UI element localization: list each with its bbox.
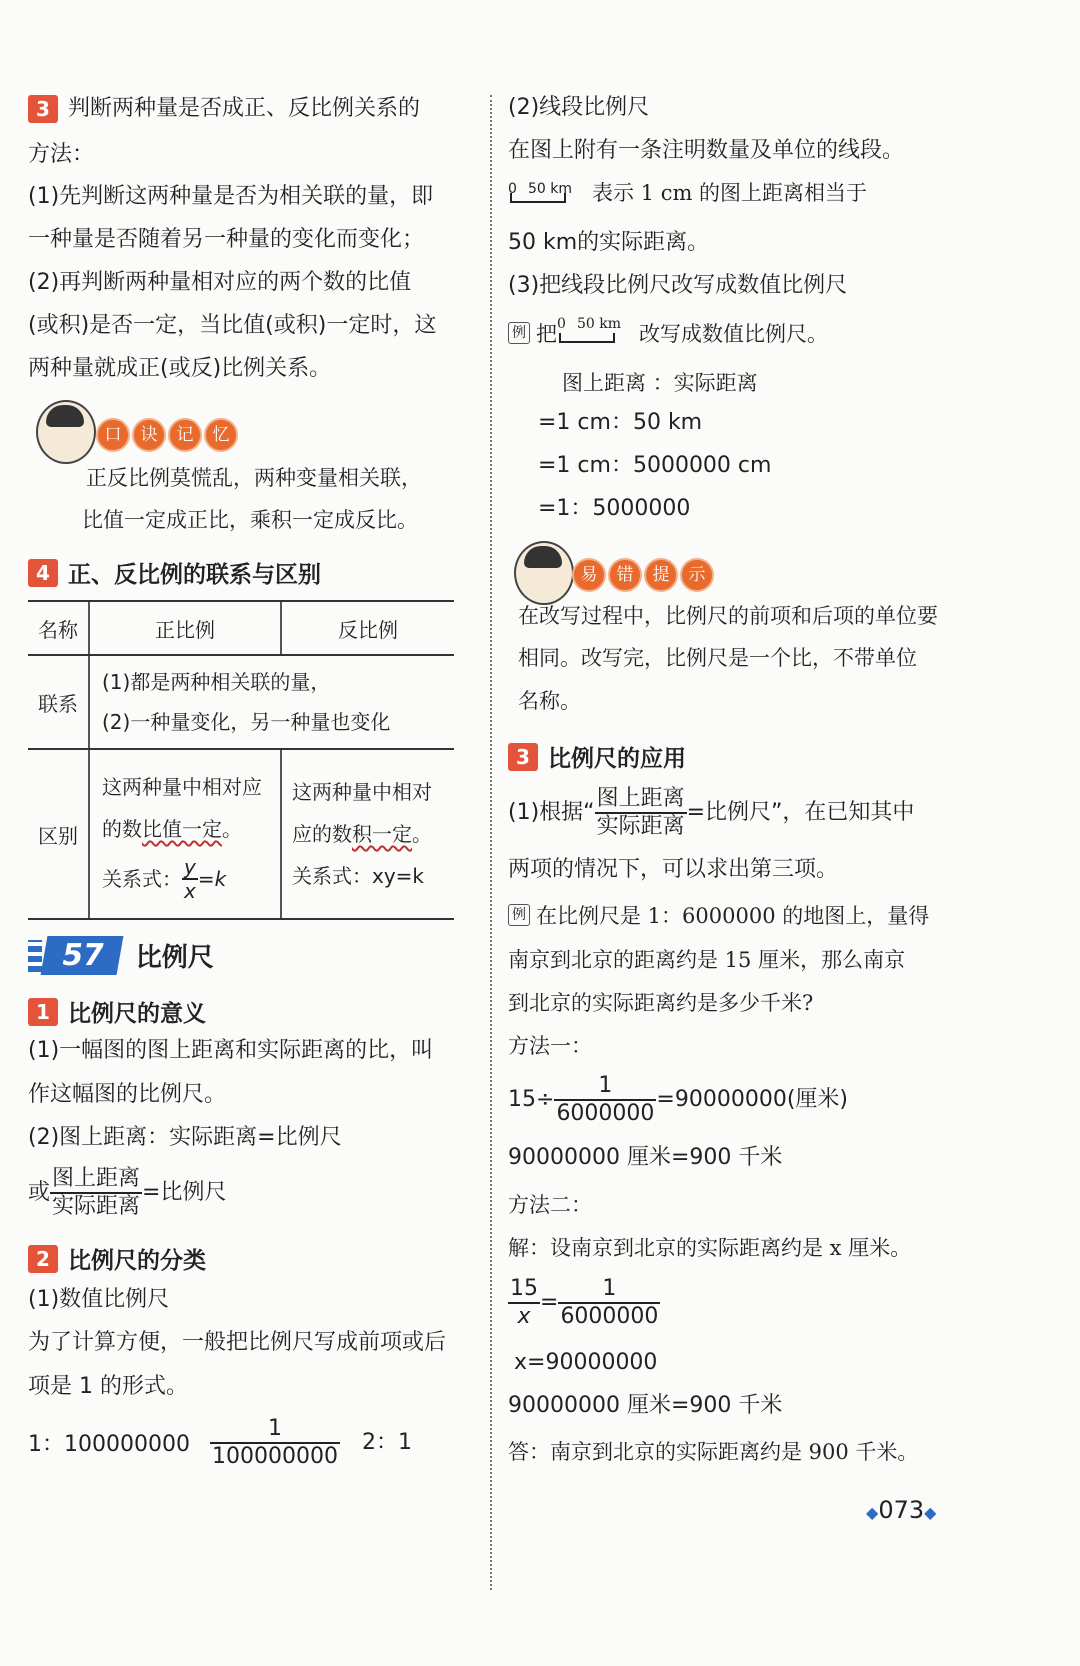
paragraph-text: =比例尺”，在已知其中 — [686, 800, 915, 825]
lesson-heading — [28, 936, 214, 975]
table-cell — [89, 749, 281, 919]
calc-line: 90000000 厘米=900 千米 — [508, 1393, 783, 1418]
scale-end: 50 km — [576, 316, 621, 332]
numerator: 1 — [558, 1276, 660, 1304]
paragraph: (或积)是否一定，当比值(或积)一定时，这 — [28, 313, 437, 338]
calc-line: =1 cm：50 km — [538, 410, 703, 435]
calc-text: = — [540, 1290, 559, 1315]
formula-text: 或 — [28, 1180, 51, 1205]
method-label: 方法一： — [508, 1034, 592, 1058]
example-text: 在比例尺是 1：6000000 的地图上，量得 — [536, 904, 930, 928]
paragraph: (2)线段比例尺 — [508, 95, 650, 120]
memo-line: 正反比例莫慌乱，两种变量相关联， — [86, 466, 422, 490]
section-title-cont: 方法： — [28, 142, 95, 167]
denominator: x — [517, 1304, 531, 1329]
calc-text: 15÷ — [508, 1087, 555, 1112]
scale-end: 50 km — [527, 181, 572, 197]
cell-emphasis: 比值一定 — [142, 817, 222, 841]
cell-line — [102, 856, 280, 902]
diamond-icon: ◆ — [866, 1503, 879, 1522]
cell-text: 应的数 — [292, 822, 352, 846]
tip-char: 易 — [572, 558, 606, 592]
calc-line: =1 cm：5000000 cm — [538, 453, 772, 478]
memo-char: 口 — [96, 418, 130, 452]
denominator: 6000000 — [556, 1101, 655, 1126]
example-text: 改写成数值比例尺。 — [639, 322, 828, 346]
fraction — [182, 856, 198, 902]
diamond-icon: ◆ — [924, 1503, 937, 1522]
fraction — [554, 1073, 656, 1127]
scale-bar — [557, 316, 621, 346]
boy-thinking-icon — [36, 400, 96, 464]
calc-line: 解：设南京到北京的实际距离约是 x 厘米。 — [508, 1236, 912, 1260]
numerator: y — [184, 855, 196, 879]
paragraph: 为了计算方便，一般把比例尺写成前项或后 — [28, 1330, 447, 1355]
cell-line: (1)都是两种相关联的量， — [102, 670, 331, 694]
tip-line: 在改写过程中，比例尺的前项和后项的单位要 — [518, 604, 938, 628]
numerator: 15 — [508, 1276, 540, 1304]
cell-text: =k — [197, 867, 227, 891]
section-2-heading — [28, 1242, 206, 1275]
memo-line: 比值一定成正比，乘积一定成反比。 — [82, 508, 418, 532]
cell-text: 的数 — [102, 817, 142, 841]
comparison-table — [28, 600, 454, 920]
paragraph-text: (1)根据“ — [508, 800, 595, 825]
example — [508, 318, 828, 348]
example-fraction — [210, 1416, 340, 1470]
cell-text: 关系式： — [102, 867, 182, 891]
section-title: 比例尺的应用 — [548, 746, 686, 772]
table-cell — [89, 655, 454, 749]
cell-line: 这两种量中相对应 — [102, 775, 262, 799]
table-header: 正比例 — [89, 601, 281, 655]
paragraph: 作这幅图的比例尺。 — [28, 1082, 227, 1107]
example-ratio: 2：1 — [362, 1430, 412, 1455]
paragraph: 两项的情况下，可以求出第三项。 — [508, 857, 839, 882]
section-4-heading — [28, 556, 321, 589]
cell-line — [292, 813, 454, 855]
calc-line: x=90000000 — [514, 1350, 658, 1375]
column-divider — [490, 95, 492, 1590]
page-number-text: 073 — [878, 1496, 925, 1524]
tip-char: 提 — [644, 558, 678, 592]
paragraph: 一种量是否随着另一种量的变化而变化； — [28, 227, 425, 252]
example-label: 例 — [508, 322, 530, 344]
paragraph: 项是 1 的形式。 — [28, 1374, 188, 1399]
cell-emphasis: 积一定 — [352, 822, 412, 846]
tip-char: 错 — [608, 558, 642, 592]
paragraph: (1)先判断这两种量是否为相关联的量，即 — [28, 184, 434, 209]
lesson-title: 比例尺 — [135, 943, 214, 973]
tip-line: 相同。改写完，比例尺是一个比，不带单位 — [518, 646, 917, 670]
paragraph: (3)把线段比例尺改写成数值比例尺 — [508, 273, 848, 298]
lesson-number: 57 — [41, 936, 124, 975]
section-3-heading — [508, 740, 686, 773]
section-title: 比例尺的分类 — [68, 1248, 206, 1274]
section-title: 正、反比例的联系与区别 — [68, 562, 321, 588]
numerator: 图上距离 — [50, 1166, 142, 1194]
cell-line: (2)一种量变化，另一种量也变化 — [102, 710, 391, 734]
example-text: 把 — [536, 322, 557, 346]
fraction — [50, 1166, 142, 1220]
example-text: 南京到北京的距离约是 15 厘米，那么南京 — [508, 948, 906, 972]
memo-char: 诀 — [132, 418, 166, 452]
table-header: 名称 — [28, 601, 89, 655]
section-1-heading — [28, 995, 206, 1028]
fraction — [210, 1416, 340, 1470]
section-title: 判断两种量是否成正、反比例关系的 — [68, 96, 421, 121]
memo-char: 记 — [168, 418, 202, 452]
boy-thinking-icon — [514, 541, 574, 605]
section-number: 3 — [508, 743, 538, 771]
scale-start: 0 — [557, 316, 566, 332]
tip-line: 名称。 — [518, 689, 581, 713]
paragraph: (1)一幅图的图上距离和实际距离的比，叫 — [28, 1038, 434, 1063]
paragraph — [508, 180, 867, 206]
calc-text: =90000000(厘米) — [656, 1087, 848, 1112]
section-number: 2 — [28, 1245, 58, 1273]
cell-text: 。 — [222, 817, 242, 841]
memo-char: 忆 — [204, 418, 238, 452]
cell-line — [102, 808, 280, 850]
paragraph — [508, 786, 914, 840]
table-cell — [281, 749, 454, 919]
example — [508, 900, 929, 930]
example-text: 到北京的实际距离约是多少千米? — [508, 991, 814, 1015]
paragraph: (2)图上距离：实际距离=比例尺 — [28, 1125, 342, 1150]
denominator: 实际距离 — [52, 1194, 141, 1219]
paragraph: (1)数值比例尺 — [28, 1287, 170, 1312]
scale-start: 0 — [508, 181, 517, 197]
row-label: 区别 — [28, 749, 89, 919]
paragraph: 在图上附有一条注明数量及单位的线段。 — [508, 138, 905, 163]
checker-decoration-icon — [28, 940, 42, 972]
example-ratio: 1：100000000 — [28, 1432, 190, 1457]
denominator: 实际距离 — [596, 814, 685, 839]
paragraph-text: 表示 1 cm 的图上距离相当于 — [592, 181, 868, 205]
section-3-heading — [28, 95, 420, 123]
scale-line — [559, 333, 615, 343]
calc-line: 90000000 厘米=900 千米 — [508, 1145, 783, 1170]
numerator: 图上距离 — [595, 786, 687, 814]
calc-line: =1：5000000 — [538, 496, 691, 521]
tip-badge — [572, 558, 716, 592]
fraction — [508, 1276, 540, 1330]
section-number: 1 — [28, 998, 58, 1026]
numerator: 1 — [210, 1416, 340, 1444]
scale-bar — [508, 180, 572, 206]
formula-text: =比例尺 — [142, 1180, 227, 1205]
section-number: 4 — [28, 559, 58, 587]
fraction — [558, 1276, 660, 1330]
denominator: 100000000 — [212, 1444, 338, 1469]
paragraph: 50 km的实际距离。 — [508, 230, 710, 255]
denominator: x — [184, 879, 196, 903]
calc-line: 图上距离 ：实际距离 — [562, 371, 758, 395]
answer-line: 答：南京到北京的实际距离约是 900 千米。 — [508, 1440, 919, 1464]
table-header: 反比例 — [281, 601, 454, 655]
method-label: 方法二： — [508, 1193, 592, 1217]
cell-line: 这两种量中相对 — [292, 780, 432, 804]
fraction — [595, 786, 687, 840]
paragraph: (2)再判断两种量相对应的两个数的比值 — [28, 270, 412, 295]
formula — [28, 1166, 226, 1220]
cell-line: 关系式：xy=k — [292, 864, 425, 888]
scale-line — [510, 193, 566, 203]
cell-text: 。 — [412, 822, 432, 846]
denominator: 6000000 — [560, 1304, 659, 1329]
page-number — [866, 1496, 936, 1524]
tip-char: 示 — [680, 558, 714, 592]
section-number: 3 — [28, 95, 58, 123]
example-label: 例 — [508, 904, 530, 926]
numerator: 1 — [554, 1073, 656, 1101]
calc-line — [508, 1276, 660, 1330]
row-label: 联系 — [28, 655, 89, 749]
memo-badge — [96, 418, 240, 452]
calc-line — [508, 1073, 848, 1127]
section-title: 比例尺的意义 — [68, 1001, 206, 1027]
paragraph: 两种量就成正(或反)比例关系。 — [28, 356, 332, 381]
